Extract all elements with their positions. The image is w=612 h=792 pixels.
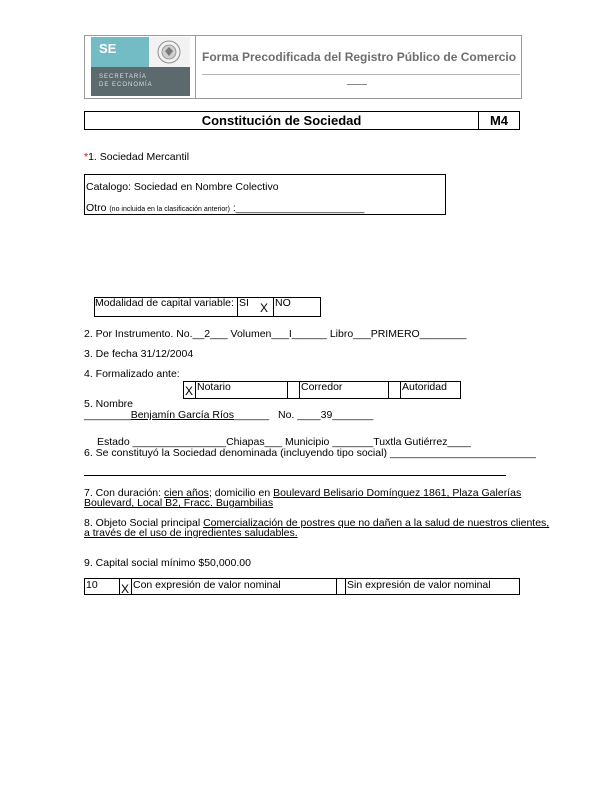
section-8-objeto: 8. Objeto Social principal Comercialización de postres que no dañen a la salud de nuestros clientes, xyxy=(84,517,550,529)
section-6-label: 6. Se constituyó la Sociedad denominada (incluyendo tipo social) _________________________ xyxy=(84,447,536,459)
form-title-row xyxy=(84,111,520,130)
nombre-line[interactable]: ________Benjamín García Ríos______ No. ____39_______ xyxy=(84,409,374,421)
estado-municipio-line[interactable]: Estado ________________Chiapas___ Municipio _______Tuxtla Gutiérrez____ xyxy=(97,436,471,448)
logo-line1: SECRETARÍA xyxy=(99,74,147,80)
section-2-instrumento: 2. Por Instrumento. No.__2___ Volumen___I______ Libro___PRIMERO________ xyxy=(84,328,467,340)
capital-variable-mark: X xyxy=(260,301,269,315)
logo-abbr: SE xyxy=(99,41,117,56)
capital-si-option[interactable]: SI xyxy=(239,297,249,309)
section-7-duracion: 7. Con duración: cien años; domicilio en Boulevard Belisario Domínguez 1861, Plaza Galerías xyxy=(84,487,522,499)
con-valor-option[interactable]: Con expresión de valor nominal xyxy=(133,579,281,591)
form-title: Constitución de Sociedad xyxy=(201,113,362,128)
autoridad-option[interactable]: Autoridad xyxy=(402,381,447,393)
section-9-capital: 9. Capital social mínimo $50,000.00 xyxy=(84,557,251,569)
logo-line2: DE ECONOMÍA xyxy=(99,82,153,88)
objeto-line2: a través de el uso de ingredientes saludables. xyxy=(84,527,298,539)
notario-mark: X xyxy=(185,384,194,398)
section-3-fecha: 3. De fecha 31/12/2004 xyxy=(84,348,194,360)
form-header xyxy=(84,35,522,99)
otro-field[interactable]: Otro (no incluida en la clasificación anterior) :______________________ xyxy=(86,202,365,214)
capital-variable-label: Modalidad de capital variable: xyxy=(95,297,234,309)
header-title: Forma Precodificada del Registro Público de Comercio xyxy=(202,50,517,64)
national-seal-icon xyxy=(149,37,190,67)
section-4-label: 4. Formalizado ante: xyxy=(84,368,180,380)
secretaria-economia-logo xyxy=(91,37,190,96)
con-valor-mark: X xyxy=(121,582,130,596)
catalog-label: Catalogo: Sociedad en Nombre Colectivo xyxy=(86,181,279,193)
section-5-label: 5. Nombre xyxy=(84,398,134,410)
domicilio-line2: Boulevard, Local B2, Fracc. Bugambilias xyxy=(84,497,274,509)
corredor-option[interactable]: Corredor xyxy=(301,381,343,393)
sin-valor-option[interactable]: Sin expresión de valor nominal xyxy=(347,579,491,591)
capital-no-option[interactable]: NO xyxy=(275,297,291,309)
section-10-number: 10 xyxy=(86,579,98,591)
section-1-label: *1. Sociedad Mercantil xyxy=(84,151,190,163)
denominacion-line[interactable] xyxy=(84,475,506,476)
notario-option[interactable]: Notario xyxy=(197,381,231,393)
form-code: M4 xyxy=(489,113,509,128)
